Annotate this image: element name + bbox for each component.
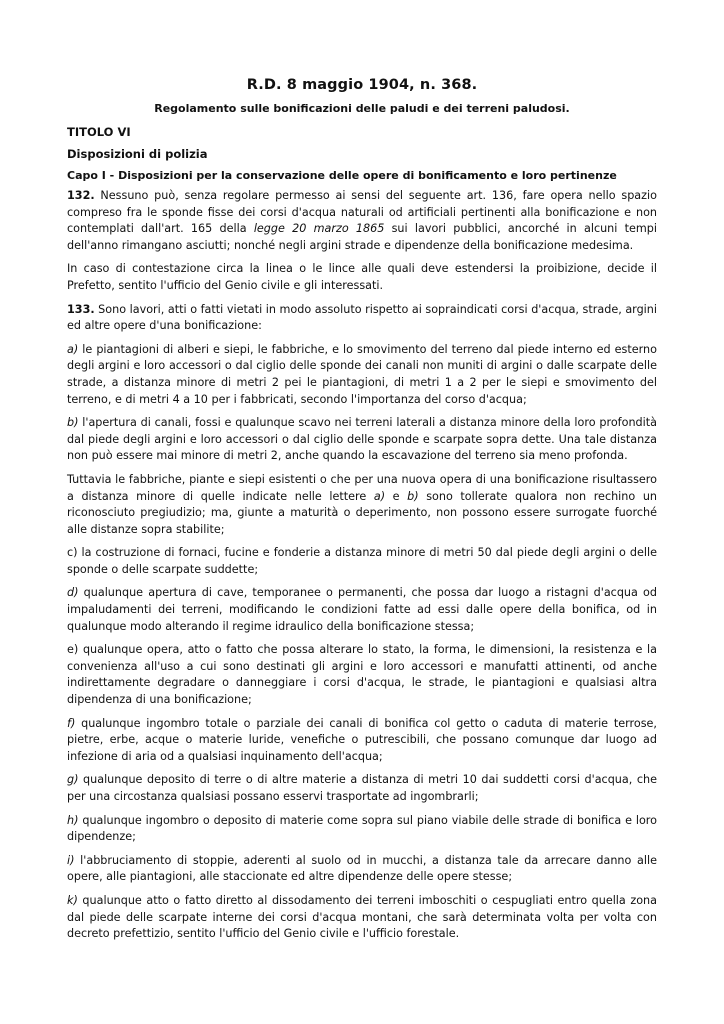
paragraph-text: Sono lavori, atti o fatti vietati in modo assoluto rispetto ai sopraindicati corsi d'acqua, strade, argini ed altre opere d'una bonificazione:: [67, 302, 657, 333]
list-item-c: [67, 545, 657, 578]
list-item-a: [67, 342, 657, 408]
list-item-i: [67, 853, 657, 886]
paragraph-text: sono tollerate qualora non rechino un riconosciuto pregiudizio; ma, giunte a maturità o deperimento, non possono essere surrogate fuorché alle distanze sopra stabilite;: [67, 489, 657, 536]
art-133-intro: [67, 302, 657, 335]
art-132-paragraph: [67, 188, 657, 254]
capo-heading: Capo I - Disposizioni per la conservazione delle opere di bonificamento e loro pertinenze: [67, 169, 617, 182]
art-132-paragraph-2: In caso di contestazione circa la linea o le lince alle quali deve estendersi la proibizione, decide il Prefetto, sentito l'ufficio del Genio civile e gli interessati.: [67, 262, 657, 292]
paragraph-text: Tuttavia le fabbriche, piante e siepi esistenti o che per una nuova opera di una bonificazione risultassero a distanza minore di quelle indicate nelle lettere: [67, 472, 657, 503]
item-text: qualunque deposito di terre o di altre materie a distanza di metri 10 dai suddetti corsi d'acqua, che per una circostanza qualsiasi possano esservi trasportate ad ingombrarli;: [67, 773, 657, 803]
item-letter: a): [67, 342, 79, 356]
item-text: l'apertura di canali, fossi e qualunque scavo nei terreni laterali a distanza minore della loro profondità dal piede degli argini e loro accessori o dal ciglio delle sponde e scarpate sopra dette. Una tale distanza non può essere mai minore di metri 2, anche quando la escavazione del terreno sia meno profonda.: [67, 416, 657, 463]
item-letter: e): [67, 643, 79, 657]
item-text: l'abbruciamento di stoppie, aderenti al suolo od in mucchi, a distanza tale da arrecare danno alle opere, alle piantagioni, alle staccionate ed altre dipendenze delle opere stesse;: [67, 853, 657, 884]
paragraph-text: e: [385, 489, 408, 503]
list-item-e: [67, 642, 657, 708]
item-text: qualunque atto o fatto diretto al dissodamento dei terreni imboschiti o cespugliati entro quella zona dal piede delle scarpate interne dei corsi d'acqua montani, che sarà determinata volta per volta con decreto prefettizio, sentito l'ufficio del Genio civile e l'ufficio forestale.: [67, 893, 657, 941]
item-letter: d): [67, 586, 79, 600]
list-item-k: [67, 893, 657, 943]
article-number: 132.: [67, 189, 95, 202]
tuttavia-paragraph: [67, 472, 657, 538]
list-item-f: [67, 716, 657, 766]
item-text: le piantagioni di alberi e siepi, le fabbriche, e lo smovimento del terreno dal piede interno ed esterno degli argini e loro accessori o dal ciglio delle sponde dei canali non muniti di argini o dalle scarpate delle strade, a distanza minore di metri 2 pei le piantagioni, di metri 1 a 2 per le siepi e smovimento del terreno, e di metri 4 a 10 per i fabbricati, secondo l'importanza del corso d'acqua;: [67, 342, 657, 406]
document-subtitle: Regolamento sulle bonificazioni delle paludi e dei terreni paludosi.: [154, 102, 570, 115]
law-reference: legge 20 marzo 1865: [253, 222, 385, 236]
item-text: qualunque ingombro o deposito di materie come sopra sul piano viabile delle strade di bonifica e loro dipendenze;: [67, 813, 657, 844]
list-item-g: [67, 772, 657, 805]
item-letter: g): [67, 773, 79, 787]
item-text: qualunque apertura di cave, temporanee o permanenti, che possa dar luogo a ristagni d'acqua od impaludamenti dei terreni, modificando le condizioni fatte ad essi dalle opere della bonifica, od in qualunque modo alterando il regime idraulico della bonificazione stessa;: [67, 586, 657, 633]
list-item-d: [67, 585, 657, 635]
item-letter: b): [67, 416, 79, 430]
article-number: 133.: [67, 302, 95, 316]
item-letter: k): [67, 893, 78, 907]
item-text: qualunque ingombro totale o parziale dei canali di bonifica col getto o caduta di materie terrose, pietre, erbe, acque o materie luride, venefiche o putrescibili, che possano comunque dar luogo ad infezione di aria od a qualsiasi inquinamento dell'acqua;: [67, 716, 657, 763]
item-letter: h): [67, 813, 79, 827]
titolo-heading: TITOLO VI: [67, 125, 131, 139]
item-text: qualunque opera, atto o fatto che possa alterare lo stato, la forma, le dimensioni, la resistenza e la convenienza all'uso a cui sono destinati gli argini e loro accessori e manufatti attinenti, od anche indirettamente degradare o danneggiare i corsi d'acqua, le strade, le piantagioni e qualsiasi altra dipendenza di una bonificazione;: [67, 643, 657, 707]
paragraph-text: sui lavori pubblici, ancorché in alcuni tempi dell'anno rimangano asciutti; nonché negli argini strade e dipendenze della bonificazione medesima.: [67, 222, 657, 252]
document-title: R.D. 8 maggio 1904, n. 368.: [246, 77, 478, 93]
item-letter: c): [67, 546, 78, 560]
item-letter: f): [67, 716, 76, 730]
list-item-h: [67, 813, 657, 846]
section-heading: Disposizioni di polizia: [67, 147, 208, 161]
item-letter: a): [373, 489, 386, 503]
item-letter: i): [67, 853, 75, 867]
item-letter: b): [407, 489, 419, 503]
paragraph-text: Nessuno può, senza regolare permesso ai sensi del seguente art. 136, fare opera nello spazio compreso fra le sponde fisse dei corsi d'acqua naturali od artificiali pertinenti alla bonificazione e non contemplati dall'art. 165 della: [67, 189, 657, 236]
list-item-b: [67, 415, 657, 465]
item-text: la costruzione di fornaci, fucine e fonderie a distanza minore di metri 50 dal piede degli argini o delle sponde o delle scarpate suddette;: [67, 546, 657, 576]
document-page: [67, 77, 657, 950]
